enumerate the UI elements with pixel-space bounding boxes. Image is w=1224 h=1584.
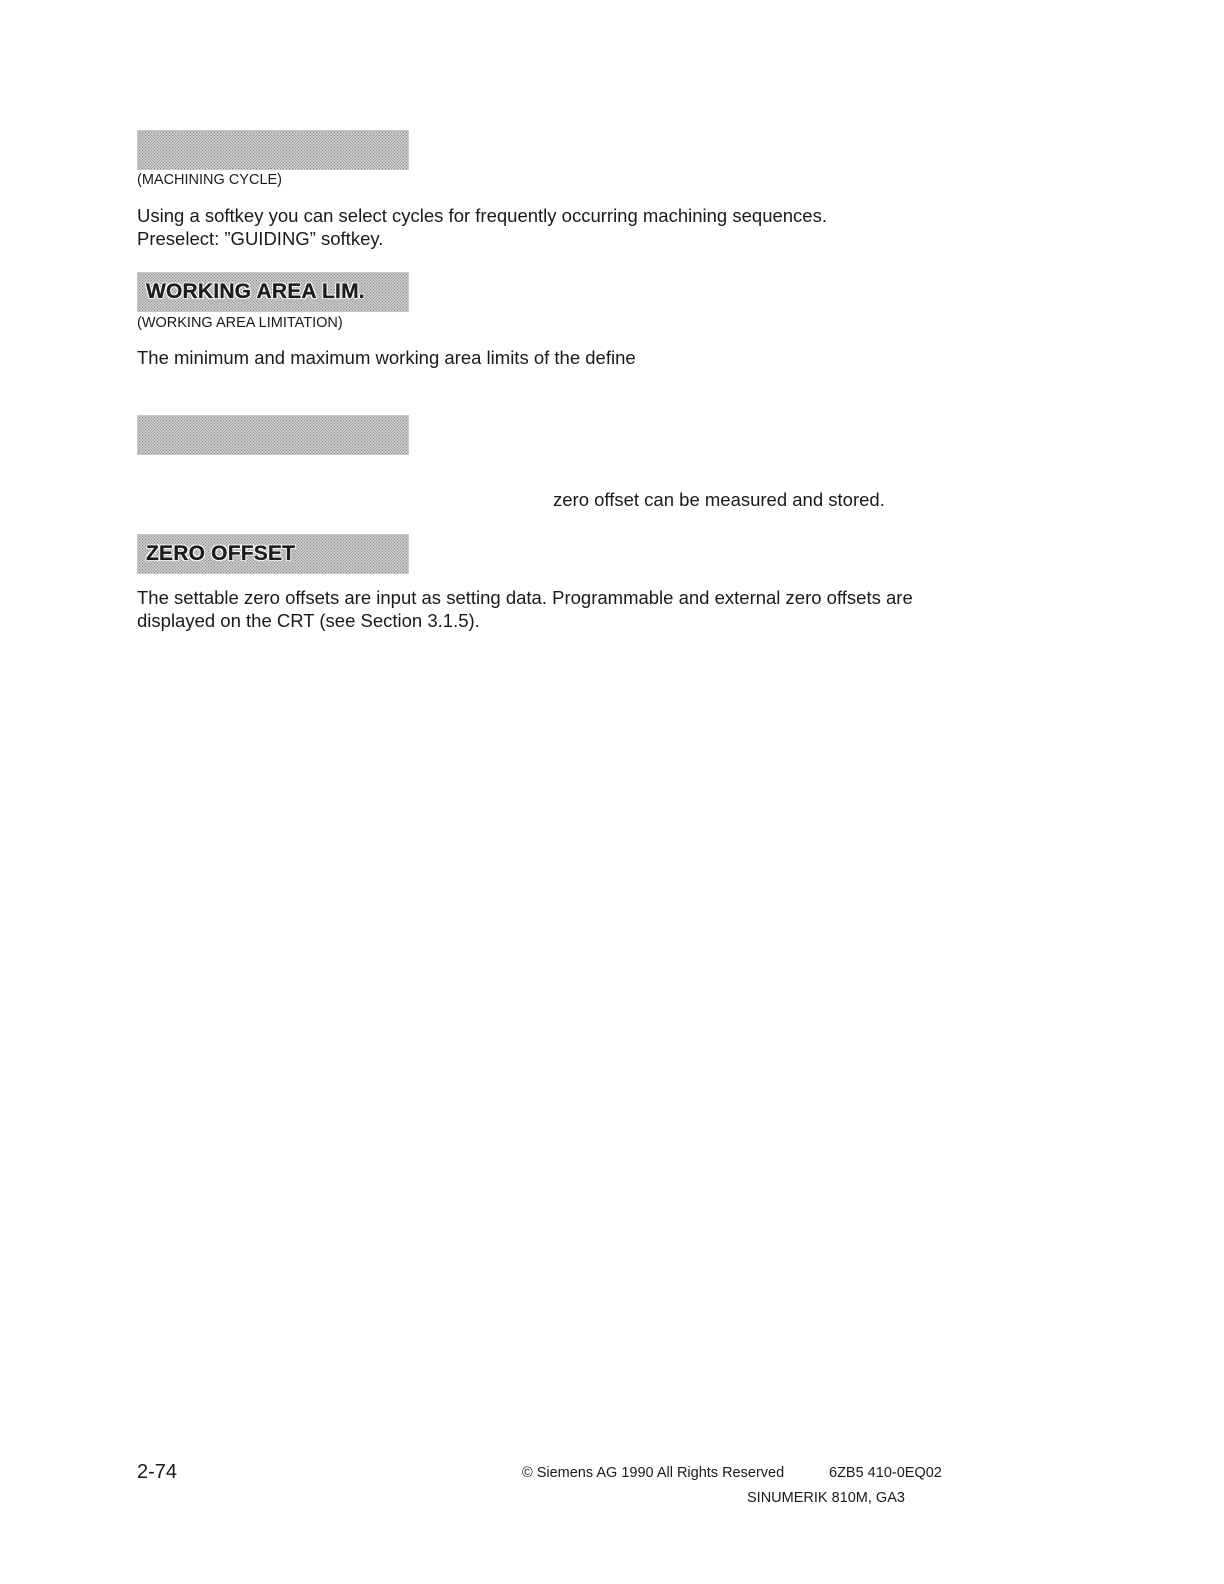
- paragraph-line: Preselect: ”GUIDING” softkey.: [137, 228, 384, 249]
- zero-offset-measure-paragraph: [553, 488, 885, 511]
- working-area-caption: (WORKING AREA LIMITATION): [137, 315, 343, 331]
- zero-offset-paragraph: [137, 586, 913, 632]
- machining-cycle-caption: (MACHINING CYCLE): [137, 172, 283, 188]
- softkey-label: WORKING AREA LIM.: [146, 280, 365, 303]
- product-name: SINUMERIK 810M, GA3: [747, 1490, 905, 1506]
- paragraph-line: zero offset can be measured and stored.: [553, 489, 885, 510]
- order-number: 6ZB5 410-0EQ02: [829, 1465, 942, 1481]
- paragraph-line: displayed on the CRT (see Section 3.1.5).: [137, 610, 480, 631]
- paragraph-line: The settable zero offsets are input as setting data. Programmable and external zero offsets are: [137, 587, 913, 608]
- softkey-working-area-lim: [137, 272, 409, 312]
- paragraph-line: Using a softkey you can select cycles for frequently occurring machining sequences.: [137, 205, 827, 226]
- working-area-paragraph: [137, 346, 636, 369]
- softkey-machining-cycle: [137, 130, 409, 170]
- paragraph-line: The minimum and maximum working area limits of the define: [137, 347, 636, 368]
- copyright-notice: © Siemens AG 1990 All Rights Reserved: [522, 1465, 785, 1481]
- page-number: 2-74: [137, 1461, 178, 1483]
- softkey-zero-offset: [137, 534, 409, 574]
- machining-cycle-paragraph: [137, 204, 827, 250]
- softkey-label: ZERO OFFSET: [146, 542, 296, 565]
- softkey-blank: [137, 415, 409, 455]
